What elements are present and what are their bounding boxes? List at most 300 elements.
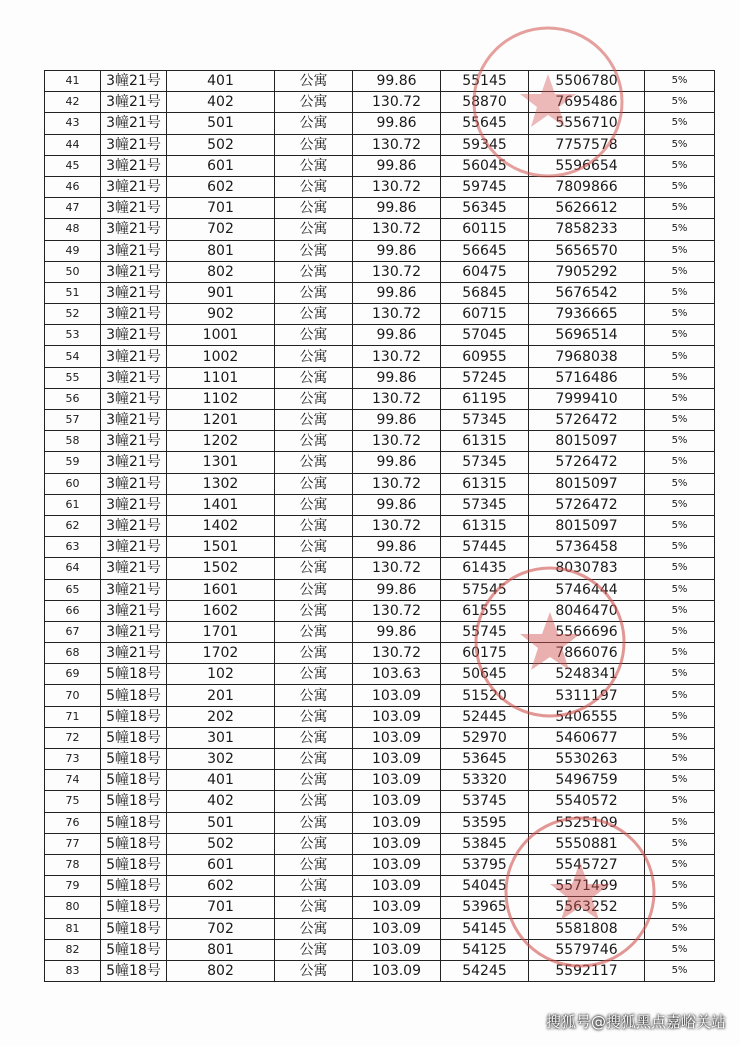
table-row — [45, 960, 715, 981]
area-cell: 99.86 — [353, 325, 441, 346]
rate-cell: 5% — [645, 155, 715, 176]
rate-cell: 5% — [645, 431, 715, 452]
unit-price-cell: 59745 — [441, 176, 529, 197]
table-row — [45, 918, 715, 939]
room-number-cell: 202 — [167, 706, 275, 727]
table-row — [45, 304, 715, 325]
total-price-cell: 5545727 — [529, 854, 645, 875]
unit-price-cell: 60955 — [441, 346, 529, 367]
building-cell: 3幢21号 — [101, 431, 167, 452]
room-number-cell: 1402 — [167, 515, 275, 536]
building-cell: 3幢21号 — [101, 198, 167, 219]
total-price-cell: 5592117 — [529, 960, 645, 981]
total-price-cell: 5726472 — [529, 494, 645, 515]
price-table — [44, 70, 715, 982]
watermark-text: 搜狐号@搜狐黑点嘉峪关站 — [545, 1013, 726, 1031]
row-index-cell: 61 — [45, 494, 101, 515]
unit-type-cell: 公寓 — [275, 876, 353, 897]
rate-cell: 5% — [645, 261, 715, 282]
area-cell: 99.86 — [353, 71, 441, 92]
total-price-cell: 5746444 — [529, 579, 645, 600]
building-cell: 3幢21号 — [101, 176, 167, 197]
room-number-cell: 701 — [167, 198, 275, 219]
row-index-cell: 68 — [45, 643, 101, 664]
unit-type-cell: 公寓 — [275, 176, 353, 197]
table-row — [45, 113, 715, 134]
row-index-cell: 54 — [45, 346, 101, 367]
unit-price-cell: 60115 — [441, 219, 529, 240]
building-cell: 3幢21号 — [101, 71, 167, 92]
row-index-cell: 45 — [45, 155, 101, 176]
row-index-cell: 59 — [45, 452, 101, 473]
area-cell: 130.72 — [353, 431, 441, 452]
area-cell: 130.72 — [353, 219, 441, 240]
building-cell: 5幢18号 — [101, 939, 167, 960]
unit-price-cell: 60175 — [441, 643, 529, 664]
rate-cell: 5% — [645, 304, 715, 325]
unit-type-cell: 公寓 — [275, 113, 353, 134]
unit-type-cell: 公寓 — [275, 939, 353, 960]
unit-price-cell: 61315 — [441, 431, 529, 452]
unit-type-cell: 公寓 — [275, 71, 353, 92]
table-row — [45, 706, 715, 727]
area-cell: 130.72 — [353, 515, 441, 536]
area-cell: 103.09 — [353, 727, 441, 748]
total-price-cell: 5596654 — [529, 155, 645, 176]
building-cell: 3幢21号 — [101, 282, 167, 303]
total-price-cell: 5550881 — [529, 833, 645, 854]
table-row — [45, 621, 715, 642]
unit-price-cell: 60715 — [441, 304, 529, 325]
room-number-cell: 802 — [167, 960, 275, 981]
row-index-cell: 79 — [45, 876, 101, 897]
unit-price-cell: 54245 — [441, 960, 529, 981]
row-index-cell: 66 — [45, 600, 101, 621]
rate-cell: 5% — [645, 558, 715, 579]
table-row — [45, 643, 715, 664]
table-row — [45, 176, 715, 197]
room-number-cell: 1102 — [167, 388, 275, 409]
unit-type-cell: 公寓 — [275, 261, 353, 282]
building-cell: 3幢21号 — [101, 325, 167, 346]
row-index-cell: 64 — [45, 558, 101, 579]
table-row — [45, 833, 715, 854]
row-index-cell: 53 — [45, 325, 101, 346]
row-index-cell: 49 — [45, 240, 101, 261]
table-row — [45, 346, 715, 367]
building-cell: 5幢18号 — [101, 770, 167, 791]
total-price-cell: 7866076 — [529, 643, 645, 664]
total-price-cell: 5676542 — [529, 282, 645, 303]
area-cell: 99.86 — [353, 198, 441, 219]
table-row — [45, 812, 715, 833]
building-cell: 3幢21号 — [101, 155, 167, 176]
building-cell: 5幢18号 — [101, 854, 167, 875]
rate-cell: 5% — [645, 600, 715, 621]
total-price-cell: 8015097 — [529, 431, 645, 452]
rate-cell: 5% — [645, 960, 715, 981]
room-number-cell: 1201 — [167, 410, 275, 431]
unit-price-cell: 50645 — [441, 664, 529, 685]
unit-price-cell: 60475 — [441, 261, 529, 282]
unit-type-cell: 公寓 — [275, 749, 353, 770]
room-number-cell: 501 — [167, 812, 275, 833]
table-row — [45, 939, 715, 960]
room-number-cell: 1301 — [167, 452, 275, 473]
area-cell: 103.09 — [353, 960, 441, 981]
total-price-cell: 5311197 — [529, 685, 645, 706]
row-index-cell: 56 — [45, 388, 101, 409]
area-cell: 99.86 — [353, 240, 441, 261]
area-cell: 130.72 — [353, 134, 441, 155]
unit-type-cell: 公寓 — [275, 579, 353, 600]
total-price-cell: 5696514 — [529, 325, 645, 346]
row-index-cell: 62 — [45, 515, 101, 536]
rate-cell: 5% — [645, 664, 715, 685]
unit-price-cell: 59345 — [441, 134, 529, 155]
unit-price-cell: 53965 — [441, 897, 529, 918]
total-price-cell: 5566696 — [529, 621, 645, 642]
unit-price-cell: 53845 — [441, 833, 529, 854]
unit-price-cell: 57245 — [441, 367, 529, 388]
total-price-cell: 8046470 — [529, 600, 645, 621]
total-price-cell: 8015097 — [529, 515, 645, 536]
unit-type-cell: 公寓 — [275, 134, 353, 155]
table-row — [45, 431, 715, 452]
total-price-cell: 5525109 — [529, 812, 645, 833]
unit-price-cell: 61435 — [441, 558, 529, 579]
building-cell: 5幢18号 — [101, 876, 167, 897]
unit-type-cell: 公寓 — [275, 727, 353, 748]
row-index-cell: 41 — [45, 71, 101, 92]
total-price-cell: 8030783 — [529, 558, 645, 579]
unit-price-cell: 56045 — [441, 155, 529, 176]
room-number-cell: 602 — [167, 176, 275, 197]
unit-price-cell: 55145 — [441, 71, 529, 92]
area-cell: 99.86 — [353, 494, 441, 515]
room-number-cell: 901 — [167, 282, 275, 303]
building-cell: 3幢21号 — [101, 134, 167, 155]
total-price-cell: 7695486 — [529, 92, 645, 113]
unit-type-cell: 公寓 — [275, 304, 353, 325]
room-number-cell: 1401 — [167, 494, 275, 515]
area-cell: 130.72 — [353, 388, 441, 409]
unit-type-cell: 公寓 — [275, 621, 353, 642]
building-cell: 5幢18号 — [101, 960, 167, 981]
area-cell: 103.09 — [353, 918, 441, 939]
row-index-cell: 47 — [45, 198, 101, 219]
unit-price-cell: 53745 — [441, 791, 529, 812]
area-cell: 130.72 — [353, 261, 441, 282]
building-cell: 3幢21号 — [101, 515, 167, 536]
row-index-cell: 57 — [45, 410, 101, 431]
unit-price-cell: 52970 — [441, 727, 529, 748]
unit-type-cell: 公寓 — [275, 431, 353, 452]
total-price-cell: 5406555 — [529, 706, 645, 727]
unit-price-cell: 53795 — [441, 854, 529, 875]
area-cell: 130.72 — [353, 92, 441, 113]
unit-type-cell: 公寓 — [275, 600, 353, 621]
unit-type-cell: 公寓 — [275, 918, 353, 939]
unit-price-cell: 57045 — [441, 325, 529, 346]
row-index-cell: 67 — [45, 621, 101, 642]
unit-price-cell: 51520 — [441, 685, 529, 706]
unit-price-cell: 54145 — [441, 918, 529, 939]
total-price-cell: 5460677 — [529, 727, 645, 748]
unit-price-cell: 53595 — [441, 812, 529, 833]
table-row — [45, 452, 715, 473]
total-price-cell: 5571499 — [529, 876, 645, 897]
unit-type-cell: 公寓 — [275, 367, 353, 388]
room-number-cell: 201 — [167, 685, 275, 706]
unit-type-cell: 公寓 — [275, 558, 353, 579]
table-row — [45, 515, 715, 536]
area-cell: 130.72 — [353, 176, 441, 197]
unit-price-cell: 57545 — [441, 579, 529, 600]
unit-type-cell: 公寓 — [275, 494, 353, 515]
area-cell: 103.09 — [353, 791, 441, 812]
room-number-cell: 1602 — [167, 600, 275, 621]
room-number-cell: 1502 — [167, 558, 275, 579]
row-index-cell: 72 — [45, 727, 101, 748]
row-index-cell: 48 — [45, 219, 101, 240]
building-cell: 3幢21号 — [101, 473, 167, 494]
unit-type-cell: 公寓 — [275, 643, 353, 664]
unit-price-cell: 53320 — [441, 770, 529, 791]
building-cell: 3幢21号 — [101, 579, 167, 600]
rate-cell: 5% — [645, 770, 715, 791]
building-cell: 5幢18号 — [101, 812, 167, 833]
building-cell: 3幢21号 — [101, 346, 167, 367]
room-number-cell: 702 — [167, 219, 275, 240]
building-cell: 3幢21号 — [101, 304, 167, 325]
unit-type-cell: 公寓 — [275, 791, 353, 812]
area-cell: 103.09 — [353, 939, 441, 960]
rate-cell: 5% — [645, 494, 715, 515]
area-cell: 103.09 — [353, 876, 441, 897]
rate-cell: 5% — [645, 92, 715, 113]
unit-price-cell: 61555 — [441, 600, 529, 621]
total-price-cell: 7858233 — [529, 219, 645, 240]
room-number-cell: 701 — [167, 897, 275, 918]
unit-price-cell: 54045 — [441, 876, 529, 897]
row-index-cell: 83 — [45, 960, 101, 981]
total-price-cell: 5496759 — [529, 770, 645, 791]
rate-cell: 5% — [645, 621, 715, 642]
table-row — [45, 897, 715, 918]
unit-type-cell: 公寓 — [275, 960, 353, 981]
total-price-cell: 5579746 — [529, 939, 645, 960]
rate-cell: 5% — [645, 71, 715, 92]
rate-cell: 5% — [645, 727, 715, 748]
room-number-cell: 1501 — [167, 537, 275, 558]
table-row — [45, 325, 715, 346]
total-price-cell: 7809866 — [529, 176, 645, 197]
table-row — [45, 92, 715, 113]
rate-cell: 5% — [645, 876, 715, 897]
unit-type-cell: 公寓 — [275, 198, 353, 219]
table-row — [45, 494, 715, 515]
area-cell: 130.72 — [353, 473, 441, 494]
unit-type-cell: 公寓 — [275, 706, 353, 727]
area-cell: 103.09 — [353, 770, 441, 791]
unit-type-cell: 公寓 — [275, 410, 353, 431]
row-index-cell: 69 — [45, 664, 101, 685]
table-row — [45, 727, 715, 748]
unit-type-cell: 公寓 — [275, 515, 353, 536]
rate-cell: 5% — [645, 452, 715, 473]
rate-cell: 5% — [645, 918, 715, 939]
unit-type-cell: 公寓 — [275, 897, 353, 918]
total-price-cell: 5716486 — [529, 367, 645, 388]
building-cell: 3幢21号 — [101, 558, 167, 579]
unit-price-cell: 61315 — [441, 473, 529, 494]
rate-cell: 5% — [645, 113, 715, 134]
unit-price-cell: 52445 — [441, 706, 529, 727]
unit-type-cell: 公寓 — [275, 537, 353, 558]
rate-cell: 5% — [645, 706, 715, 727]
row-index-cell: 81 — [45, 918, 101, 939]
table-row — [45, 219, 715, 240]
table-row — [45, 473, 715, 494]
unit-type-cell: 公寓 — [275, 770, 353, 791]
area-cell: 103.09 — [353, 685, 441, 706]
total-price-cell: 5556710 — [529, 113, 645, 134]
area-cell: 103.09 — [353, 749, 441, 770]
rate-cell: 5% — [645, 473, 715, 494]
rate-cell: 5% — [645, 854, 715, 875]
room-number-cell: 702 — [167, 918, 275, 939]
unit-price-cell: 61315 — [441, 515, 529, 536]
unit-price-cell: 56345 — [441, 198, 529, 219]
room-number-cell: 502 — [167, 134, 275, 155]
rate-cell: 5% — [645, 537, 715, 558]
total-price-cell: 5581808 — [529, 918, 645, 939]
unit-price-cell: 58870 — [441, 92, 529, 113]
building-cell: 5幢18号 — [101, 918, 167, 939]
row-index-cell: 77 — [45, 833, 101, 854]
rate-cell: 5% — [645, 791, 715, 812]
building-cell: 3幢21号 — [101, 261, 167, 282]
building-cell: 3幢21号 — [101, 92, 167, 113]
building-cell: 3幢21号 — [101, 388, 167, 409]
total-price-cell: 5656570 — [529, 240, 645, 261]
total-price-cell: 5530263 — [529, 749, 645, 770]
row-index-cell: 78 — [45, 854, 101, 875]
room-number-cell: 302 — [167, 749, 275, 770]
row-index-cell: 74 — [45, 770, 101, 791]
rate-cell: 5% — [645, 685, 715, 706]
room-number-cell: 1702 — [167, 643, 275, 664]
table-row — [45, 155, 715, 176]
unit-type-cell: 公寓 — [275, 664, 353, 685]
room-number-cell: 601 — [167, 854, 275, 875]
rate-cell: 5% — [645, 346, 715, 367]
unit-type-cell: 公寓 — [275, 282, 353, 303]
table-row — [45, 579, 715, 600]
row-index-cell: 76 — [45, 812, 101, 833]
area-cell: 99.86 — [353, 621, 441, 642]
building-cell: 5幢18号 — [101, 727, 167, 748]
rate-cell: 5% — [645, 579, 715, 600]
area-cell: 99.86 — [353, 155, 441, 176]
unit-type-cell: 公寓 — [275, 854, 353, 875]
room-number-cell: 1701 — [167, 621, 275, 642]
rate-cell: 5% — [645, 515, 715, 536]
row-index-cell: 82 — [45, 939, 101, 960]
area-cell: 103.63 — [353, 664, 441, 685]
unit-type-cell: 公寓 — [275, 92, 353, 113]
room-number-cell: 802 — [167, 261, 275, 282]
room-number-cell: 801 — [167, 939, 275, 960]
area-cell: 130.72 — [353, 346, 441, 367]
total-price-cell: 5736458 — [529, 537, 645, 558]
area-cell: 103.09 — [353, 706, 441, 727]
building-cell: 3幢21号 — [101, 219, 167, 240]
rate-cell: 5% — [645, 325, 715, 346]
building-cell: 5幢18号 — [101, 749, 167, 770]
unit-type-cell: 公寓 — [275, 155, 353, 176]
row-index-cell: 71 — [45, 706, 101, 727]
unit-type-cell: 公寓 — [275, 452, 353, 473]
row-index-cell: 43 — [45, 113, 101, 134]
area-cell: 99.86 — [353, 282, 441, 303]
row-index-cell: 65 — [45, 579, 101, 600]
total-price-cell: 7968038 — [529, 346, 645, 367]
total-price-cell: 7905292 — [529, 261, 645, 282]
area-cell: 99.86 — [353, 579, 441, 600]
row-index-cell: 46 — [45, 176, 101, 197]
area-cell: 99.86 — [353, 452, 441, 473]
total-price-cell: 5506780 — [529, 71, 645, 92]
table-row — [45, 282, 715, 303]
building-cell: 5幢18号 — [101, 706, 167, 727]
table-row — [45, 876, 715, 897]
rate-cell: 5% — [645, 812, 715, 833]
area-cell: 103.09 — [353, 854, 441, 875]
room-number-cell: 1001 — [167, 325, 275, 346]
row-index-cell: 73 — [45, 749, 101, 770]
table-row — [45, 388, 715, 409]
area-cell: 130.72 — [353, 600, 441, 621]
room-number-cell: 1202 — [167, 431, 275, 452]
unit-type-cell: 公寓 — [275, 219, 353, 240]
rate-cell: 5% — [645, 410, 715, 431]
unit-price-cell: 55745 — [441, 621, 529, 642]
building-cell: 3幢21号 — [101, 113, 167, 134]
table-row — [45, 600, 715, 621]
table-row — [45, 134, 715, 155]
rate-cell: 5% — [645, 282, 715, 303]
rate-cell: 5% — [645, 643, 715, 664]
table-row — [45, 854, 715, 875]
room-number-cell: 1302 — [167, 473, 275, 494]
area-cell: 103.09 — [353, 897, 441, 918]
total-price-cell: 5626612 — [529, 198, 645, 219]
area-cell: 103.09 — [353, 812, 441, 833]
area-cell: 99.86 — [353, 410, 441, 431]
room-number-cell: 1002 — [167, 346, 275, 367]
building-cell: 3幢21号 — [101, 643, 167, 664]
table-row — [45, 558, 715, 579]
row-index-cell: 50 — [45, 261, 101, 282]
total-price-cell: 7757578 — [529, 134, 645, 155]
building-cell: 3幢21号 — [101, 367, 167, 388]
building-cell: 3幢21号 — [101, 240, 167, 261]
table-row — [45, 410, 715, 431]
area-cell: 99.86 — [353, 367, 441, 388]
table-row — [45, 770, 715, 791]
